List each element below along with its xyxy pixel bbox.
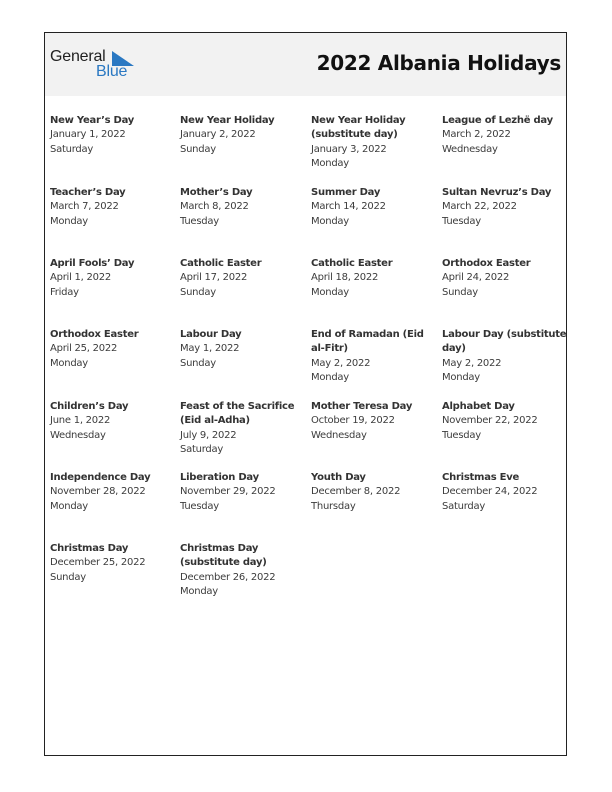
holiday-item xyxy=(50,257,178,300)
holiday-name: Children’s Day xyxy=(50,401,129,412)
holiday-name: New Year Holiday (substitute day) xyxy=(311,115,406,141)
holiday-date: June 1, 2022 xyxy=(50,415,111,427)
holiday-item xyxy=(180,186,308,229)
holiday-item xyxy=(180,328,308,371)
holiday-item xyxy=(311,328,439,385)
holiday-weekday: Wednesday xyxy=(442,143,498,155)
holiday-item xyxy=(180,400,308,457)
holiday-date: March 8, 2022 xyxy=(180,201,249,213)
holiday-weekday: Monday xyxy=(442,371,480,383)
holiday-date: May 1, 2022 xyxy=(180,343,240,355)
holiday-weekday: Sunday xyxy=(180,143,216,155)
holiday-date: May 2, 2022 xyxy=(442,357,502,369)
holiday-name: April Fools’ Day xyxy=(50,258,135,269)
holiday-date: October 19, 2022 xyxy=(311,415,395,427)
logo-word-general: General xyxy=(50,48,106,65)
holiday-item xyxy=(180,257,308,300)
holiday-item xyxy=(180,114,308,157)
holiday-name: Christmas Day (substitute day) xyxy=(180,543,267,569)
holiday-weekday: Monday xyxy=(311,215,349,227)
holiday-weekday: Saturday xyxy=(442,500,486,512)
holiday-date: July 9, 2022 xyxy=(180,429,237,441)
holiday-name: Mother Teresa Day xyxy=(311,401,413,412)
holiday-item xyxy=(311,257,439,300)
holiday-weekday: Thursday xyxy=(311,500,356,512)
holiday-name: Teacher’s Day xyxy=(50,187,126,198)
holiday-name: Labour Day xyxy=(180,329,242,340)
holiday-weekday: Friday xyxy=(50,286,79,298)
header xyxy=(45,33,566,96)
holiday-name: League of Lezhë day xyxy=(442,115,553,126)
holiday-date: March 22, 2022 xyxy=(442,201,517,213)
holiday-date: November 28, 2022 xyxy=(50,486,146,498)
holiday-name: Christmas Eve xyxy=(442,472,520,483)
holiday-date: January 2, 2022 xyxy=(180,129,256,141)
holiday-item xyxy=(442,114,570,157)
holiday-item xyxy=(311,186,439,229)
holiday-item xyxy=(311,114,439,171)
holiday-item xyxy=(311,400,439,443)
holiday-date: March 14, 2022 xyxy=(311,201,386,213)
holiday-date: April 24, 2022 xyxy=(442,272,510,284)
holiday-item xyxy=(442,471,570,514)
holiday-name: Feast of the Sacrifice (Eid al-Adha) xyxy=(180,401,295,427)
holiday-weekday: Sunday xyxy=(180,286,216,298)
holiday-weekday: Sunday xyxy=(180,357,216,369)
holiday-date: April 17, 2022 xyxy=(180,272,248,284)
holiday-date: December 24, 2022 xyxy=(442,486,538,498)
page-title: 2022 Albania Holidays xyxy=(316,51,561,75)
holiday-weekday: Tuesday xyxy=(442,429,481,441)
holiday-item xyxy=(50,186,178,229)
holiday-name: Independence Day xyxy=(50,472,151,483)
holiday-name: Labour Day (substitute day) xyxy=(442,329,567,355)
holiday-weekday: Tuesday xyxy=(180,500,219,512)
holiday-name: Mother’s Day xyxy=(180,187,253,198)
holiday-item xyxy=(311,471,439,514)
holiday-name: Orthodox Easter xyxy=(50,329,139,340)
holiday-date: November 29, 2022 xyxy=(180,486,276,498)
holiday-date: January 1, 2022 xyxy=(50,129,126,141)
holiday-date: December 8, 2022 xyxy=(311,486,401,498)
holiday-name: Liberation Day xyxy=(180,472,259,483)
holiday-name: Orthodox Easter xyxy=(442,258,531,269)
holiday-weekday: Tuesday xyxy=(442,215,481,227)
holiday-name: Catholic Easter xyxy=(311,258,393,269)
holiday-date: November 22, 2022 xyxy=(442,415,538,427)
logo-word-blue: Blue xyxy=(96,63,128,80)
holiday-date: January 3, 2022 xyxy=(311,143,387,155)
holiday-name: Summer Day xyxy=(311,187,381,198)
holiday-date: April 18, 2022 xyxy=(311,272,379,284)
holiday-item xyxy=(442,328,570,385)
holiday-weekday: Saturday xyxy=(50,143,94,155)
holiday-weekday: Monday xyxy=(311,371,349,383)
holiday-name: New Year Holiday xyxy=(180,115,275,126)
holiday-weekday: Saturday xyxy=(180,443,224,455)
holiday-weekday: Sunday xyxy=(442,286,478,298)
holiday-date: April 1, 2022 xyxy=(50,272,111,284)
holiday-weekday: Monday xyxy=(180,585,218,597)
holiday-date: December 26, 2022 xyxy=(180,571,276,583)
holiday-date: April 25, 2022 xyxy=(50,343,118,355)
holiday-item xyxy=(50,471,178,514)
holiday-item xyxy=(50,328,178,371)
holiday-weekday: Sunday xyxy=(50,571,86,583)
holiday-weekday: Monday xyxy=(50,357,88,369)
holiday-name: Alphabet Day xyxy=(442,401,515,412)
holiday-date: March 2, 2022 xyxy=(442,129,511,141)
holiday-name: Sultan Nevruz’s Day xyxy=(442,187,552,198)
holiday-weekday: Wednesday xyxy=(311,429,367,441)
holiday-name: Christmas Day xyxy=(50,543,129,554)
holiday-weekday: Tuesday xyxy=(180,215,219,227)
holiday-weekday: Monday xyxy=(311,286,349,298)
holiday-item xyxy=(442,257,570,300)
holiday-weekday: Monday xyxy=(311,157,349,169)
holiday-item xyxy=(50,542,178,585)
holiday-date: December 25, 2022 xyxy=(50,557,146,569)
holiday-item xyxy=(180,471,308,514)
holiday-weekday: Wednesday xyxy=(50,429,106,441)
holiday-item xyxy=(50,114,178,157)
holiday-item xyxy=(442,400,570,443)
generalblue-logo xyxy=(50,48,140,82)
holiday-item xyxy=(180,542,308,599)
holiday-item xyxy=(50,400,178,443)
holiday-name: End of Ramadan (Eid al-Fitr) xyxy=(311,329,424,355)
holiday-name: New Year’s Day xyxy=(50,115,135,126)
holiday-weekday: Monday xyxy=(50,500,88,512)
holiday-item xyxy=(442,186,570,229)
holiday-name: Catholic Easter xyxy=(180,258,262,269)
holiday-date: March 7, 2022 xyxy=(50,201,119,213)
holiday-name: Youth Day xyxy=(311,472,366,483)
holiday-weekday: Monday xyxy=(50,215,88,227)
holiday-date: May 2, 2022 xyxy=(311,357,371,369)
